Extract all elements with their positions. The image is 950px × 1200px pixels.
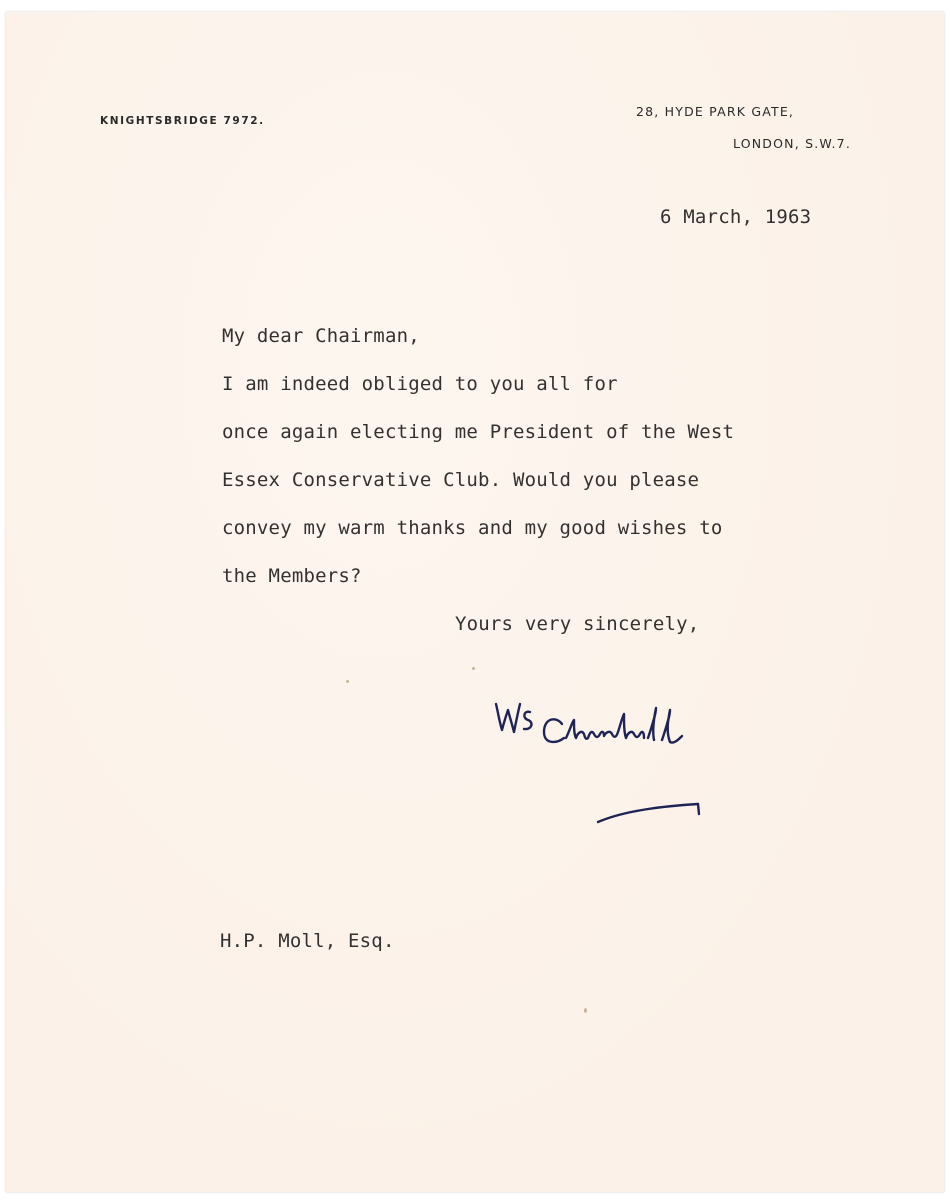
body-line: Essex Conservative Club. Would you please	[222, 469, 700, 491]
body-line: once again electing me President of the West	[222, 421, 735, 443]
letterhead-phone: KNIGHTSBRIDGE 7972.	[100, 115, 265, 127]
letter-date: 6 March, 1963	[660, 206, 812, 228]
body-line: I am indeed obliged to you all for	[222, 373, 618, 395]
salutation: My dear Chairman,	[222, 325, 420, 347]
letterhead-address-line-2: LONDON, S.W.7.	[733, 136, 852, 151]
paper-speck	[346, 680, 349, 683]
paper-speck	[584, 1008, 587, 1013]
closing: Yours very sincerely,	[455, 613, 700, 635]
paper-speck	[472, 667, 475, 670]
letter-sheet	[6, 12, 944, 1192]
recipient: H.P. Moll, Esq.	[220, 930, 395, 952]
signature	[486, 682, 716, 832]
letterhead-address-line-1: 28, HYDE PARK GATE,	[636, 104, 795, 119]
body-line: the Members?	[222, 565, 362, 587]
body-line: convey my warm thanks and my good wishes to	[222, 517, 723, 539]
